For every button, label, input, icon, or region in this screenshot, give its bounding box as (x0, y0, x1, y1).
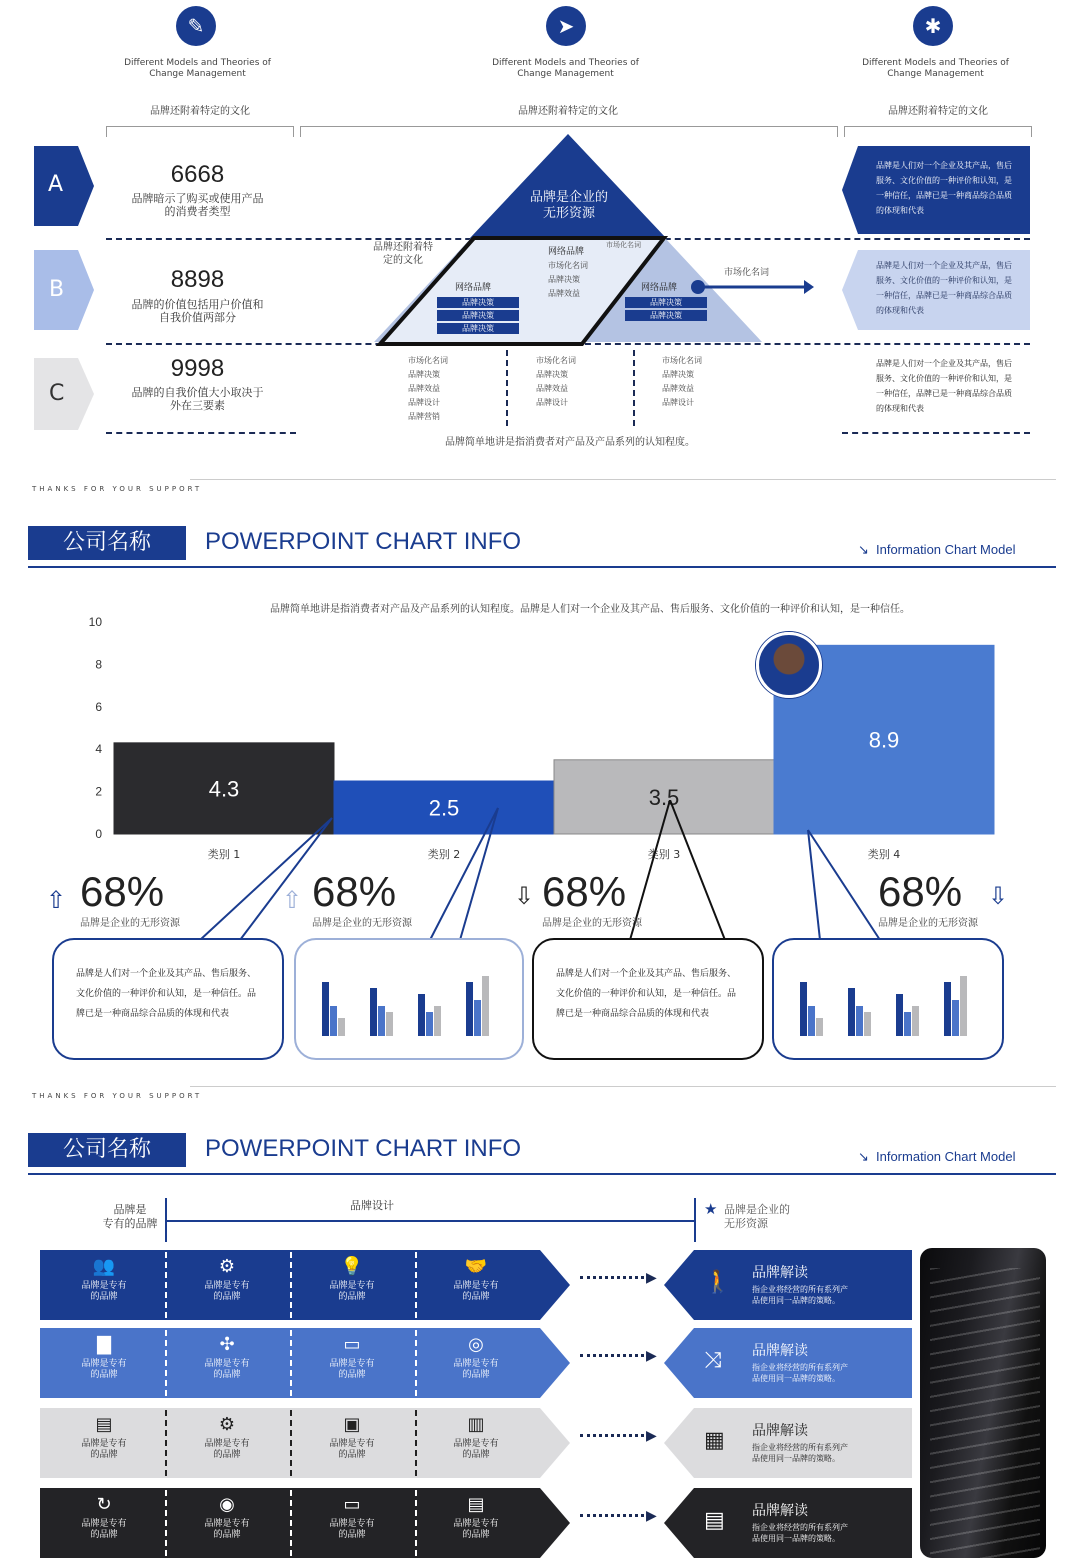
bracket-1 (106, 126, 294, 137)
dest-text: 指企业将经营的所有系列产 品使用同一品牌的策略。 (752, 1523, 848, 1543)
header-underline-2 (28, 1173, 1056, 1175)
bullet-item: 市场化名词 (536, 356, 576, 365)
bracket-3 (844, 126, 1032, 137)
shuffle-icon: ⤨ (704, 1348, 722, 1373)
flow-cell-label: 品牌是专有 的品牌 (329, 1359, 375, 1380)
flow-cell-label: 品牌是专有 的品牌 (81, 1359, 127, 1380)
flow-cell-label: 品牌是专有 的品牌 (453, 1359, 499, 1380)
row-tabs (34, 146, 96, 436)
bullet-list-2 (536, 354, 626, 410)
mini-bar (482, 976, 489, 1036)
mini-bar (896, 994, 903, 1036)
pct-1-sub: 品牌是企业的无形资源 (80, 918, 180, 929)
flow-row (0, 1328, 920, 1398)
arrow-down-icon: ⇩ (988, 882, 1009, 910)
tab-a-shape (34, 146, 94, 226)
col-sub-1: 品牌还附着特定的文化 (150, 106, 250, 117)
divider-1 (190, 479, 1056, 480)
handshake-icon: 🤝 (464, 1256, 488, 1277)
bar-chart-icon: ▇ (97, 1334, 111, 1355)
flow-cell-label: 品牌是专有 的品牌 (204, 1519, 250, 1540)
pct-3-sub: 品牌是企业的无形资源 (542, 918, 642, 929)
flow-row (0, 1250, 920, 1320)
flow-cell[interactable] (292, 1334, 412, 1381)
paper-plane-icon: ➤ (546, 6, 586, 46)
flow-cell[interactable] (416, 1494, 536, 1541)
mini-bar (474, 1000, 481, 1036)
header-title-2: POWERPOINT CHART INFO (205, 1135, 522, 1162)
flow-right-label: 品牌是企业的 无形资源 (724, 1203, 790, 1230)
bullet-item: 品牌决策 (536, 370, 568, 379)
thanks-text-2: THANKS FOR YOUR SUPPORT (32, 1092, 203, 1100)
mini-bar (816, 1018, 823, 1036)
flow-dots (580, 1354, 650, 1357)
pyramid-center-item: 市场化名词 (548, 261, 588, 270)
flow-cell[interactable] (416, 1414, 536, 1461)
flow-cell[interactable] (292, 1494, 412, 1541)
left-box-item: 品牌决策 (437, 310, 519, 321)
presentation-icon: ▤ (467, 1494, 485, 1515)
col-title-3: Different Models and Theories of Change Management (862, 58, 1009, 79)
flow-cell-label: 品牌是专有 的品牌 (453, 1439, 499, 1460)
row-letter-a: A (48, 172, 64, 197)
flow-row (0, 1488, 920, 1558)
row-letter-c: C (49, 381, 65, 406)
section-brand-pyramid (0, 0, 1079, 490)
flow-cell[interactable] (416, 1256, 536, 1303)
head-bulb-icon: 💡 (340, 1256, 364, 1277)
mini-bar (944, 982, 951, 1036)
bullet-item: 品牌设计 (536, 398, 568, 407)
refresh-gear-icon: ↻ (96, 1494, 112, 1515)
left-box-item: 品牌决策 (437, 297, 519, 308)
arrow-up-icon: ⇧ (46, 886, 67, 914)
right-box-title: 网络品牌 (641, 283, 678, 293)
pyramid-top-shape (470, 134, 666, 238)
bubble-text-2 (532, 938, 764, 1060)
mini-bar (848, 988, 855, 1036)
flow-cell[interactable] (167, 1256, 287, 1303)
flow-dots (580, 1434, 650, 1437)
y-tick-label: 10 (88, 615, 102, 629)
bullet-item: 品牌决策 (408, 370, 440, 379)
flow-cell[interactable] (292, 1414, 412, 1461)
mini-bar (960, 976, 967, 1036)
briefcase-icon: ▣ (343, 1414, 361, 1435)
person-icon: 🚶 (704, 1270, 732, 1295)
pyramid-top-text: 品牌是企业的 无形资源 (529, 190, 608, 221)
flow-row (0, 1408, 920, 1478)
col-sub-3: 品牌还附着特定的文化 (888, 106, 988, 117)
image-icon: ▦ (704, 1428, 725, 1453)
flow-cell[interactable] (167, 1334, 287, 1381)
mini-bar (378, 1006, 385, 1036)
thanks-text-1: THANKS FOR YOUR SUPPORT (32, 485, 203, 493)
header-underline-1 (28, 566, 1056, 568)
bullet-item: 品牌设计 (408, 398, 440, 407)
list-divider-1 (506, 350, 508, 426)
flow-cell-label: 品牌是专有 的品牌 (204, 1281, 250, 1302)
header-right-1: Information Chart Model (876, 542, 1016, 557)
company-tag-2: 公司名称 (28, 1133, 186, 1167)
network-icon: ✣ (219, 1334, 235, 1355)
pyramid-center-item: 网络品牌 (548, 247, 585, 257)
flow-left-label: 品牌是 专有的品牌 (102, 1203, 158, 1230)
mini-bar (418, 994, 425, 1036)
category-label: 类别 4 (867, 848, 901, 861)
bar-value-label: 4.3 (208, 776, 240, 802)
flow-cell[interactable] (292, 1256, 412, 1303)
dest-text: 指企业将经营的所有系列产 品使用同一品牌的策略。 (752, 1285, 848, 1305)
gears-icon: ⚙ (218, 1414, 236, 1435)
bubble-text-content: 品牌是人们对一个企业及其产品、售后服务、文化价值的一种评价和认知，是一种信任。品牌已是一种商品综合品质的体现和代表 (76, 969, 257, 1019)
flow-cell[interactable] (44, 1256, 164, 1303)
mini-bar (864, 1012, 871, 1036)
flow-dots (580, 1276, 650, 1279)
right-box-item: 品牌决策 (625, 310, 707, 321)
picture-icon: ▭ (343, 1334, 361, 1355)
right-box-3-text: 品牌是人们对一个企业及其产品，售后服务、文化价值的一种评价和认知，是一种信任，品牌已是一种商品综合品质的体现和代表 (876, 359, 1012, 413)
flow-cell-label: 品牌是专有 的品牌 (329, 1439, 375, 1460)
pyramid-arrow-dot (691, 280, 705, 294)
bar-value-label: 3.5 (648, 784, 680, 810)
bubble-text-1 (52, 938, 284, 1060)
mini-bar (386, 1012, 393, 1036)
dest-title: 品牌解读 (752, 1265, 808, 1281)
bullet-item: 品牌决策 (662, 370, 694, 379)
col-title-2: Different Models and Theories of Change Management (492, 58, 639, 79)
company-tag-1: 公司名称 (28, 526, 186, 560)
header-right-2: Information Chart Model (876, 1149, 1016, 1164)
pyramid-arrow-head (804, 280, 814, 294)
mini-bar (370, 988, 377, 1036)
pyramid-center-list (548, 245, 618, 301)
flow-dots (580, 1514, 650, 1517)
section1-footer: 品牌简单地讲是指消费者对产品及产品系列的认知程度。 (445, 437, 695, 448)
flow-timeline (165, 1220, 695, 1222)
left-box-title: 网络品牌 (455, 283, 492, 293)
y-tick-label: 6 (95, 699, 102, 714)
flow-cell-label: 品牌是专有 的品牌 (453, 1281, 499, 1302)
y-tick-label: 8 (95, 657, 102, 672)
star-icon: ★ (704, 1200, 718, 1218)
chat-icon: ✎ (176, 6, 216, 46)
mini-bar (434, 1006, 441, 1036)
pyramid-center-item: 品牌决策 (548, 275, 580, 284)
arrow-label: 市场化名词 (724, 268, 770, 278)
mini-bar (330, 1006, 337, 1036)
chart-caption: 品牌简单地讲是指消费者对产品及产品系列的认知程度。品牌是人们对一个企业及其产品、售后服务、文化价值的一种评价和认知，是一种信任。 (270, 604, 910, 615)
building-icon: ▥ (467, 1414, 485, 1435)
mini-bar-chart (788, 960, 988, 1050)
arrow-up-icon: ⇧ (282, 886, 303, 914)
pct-2-sub: 品牌是企业的无形资源 (312, 918, 412, 929)
y-tick-label: 4 (95, 742, 102, 757)
flow-cell-label: 品牌是专有 的品牌 (453, 1519, 499, 1540)
pyramid-center-tag: 市场化名词 (606, 241, 641, 249)
arrow-down-right-icon: ↘ (858, 1150, 869, 1165)
row-c-number: 9998 (170, 355, 225, 382)
flow-timeline-start (165, 1198, 167, 1242)
bullet-item: 品牌效益 (536, 384, 568, 393)
divider-2 (190, 1086, 1056, 1087)
bubble-minichart-1 (294, 938, 524, 1060)
pct-2: 68% (312, 868, 397, 915)
chart-board-icon: ▤ (95, 1414, 113, 1435)
arrow-down-right-icon: ↘ (858, 543, 869, 558)
group-icon: 👥 (92, 1256, 116, 1277)
mini-bar (426, 1012, 433, 1036)
avatar (756, 632, 822, 698)
mini-bar (912, 1006, 919, 1036)
building-photo (920, 1248, 1046, 1558)
pyramid-center-item: 品牌效益 (548, 289, 580, 298)
bullet-item: 市场化名词 (408, 356, 448, 365)
mini-bar (952, 1000, 959, 1036)
separator-3-left (106, 432, 296, 434)
mini-bar (800, 982, 807, 1036)
row-b-desc: 品牌的价值包括用户价值和 自我价值两部分 (131, 298, 264, 324)
flow-cell-label: 品牌是专有 的品牌 (204, 1359, 250, 1380)
row-a-desc: 品牌暗示了购买或使用产品 的消费者类型 (131, 192, 264, 218)
category-label: 类别 2 (427, 848, 461, 861)
col-title-1: Different Models and Theories of Change Management (124, 58, 271, 79)
left-box-item: 品牌决策 (437, 323, 519, 334)
mini-bar (322, 982, 329, 1036)
dest-text: 指企业将经营的所有系列产 品使用同一品牌的策略。 (752, 1363, 848, 1383)
flow-cell-label: 品牌是专有 的品牌 (81, 1281, 127, 1302)
target-icon: ◉ (219, 1494, 235, 1515)
building-stripes (930, 1268, 1040, 1558)
flow-mid-label: 品牌设计 (350, 1199, 394, 1212)
right-box-item: 品牌决策 (625, 297, 707, 308)
mini-bar (338, 1018, 345, 1036)
dest-title: 品牌解读 (752, 1503, 808, 1519)
category-label: 类别 3 (647, 848, 681, 861)
mini-bar (856, 1006, 863, 1036)
dest-title: 品牌解读 (752, 1343, 808, 1359)
bullet-item: 品牌营销 (408, 412, 440, 421)
arrow-down-icon: ⇩ (514, 882, 535, 910)
user-gear-icon: ⚙ (218, 1256, 236, 1277)
row-letter-b: B (49, 277, 65, 302)
right-box-2-text: 品牌是人们对一个企业及其产品，售后服务、文化价值的一种评价和认知，是一种信任，品牌已是一种商品综合品质的体现和代表 (876, 261, 1012, 315)
flow-cell[interactable] (167, 1494, 287, 1541)
pct-4: 68% (878, 868, 963, 915)
pyramid-left-label: 品牌还附着特 定的文化 (373, 242, 433, 266)
left-box (437, 297, 519, 334)
flow-arrow-head: ▶ (646, 1428, 657, 1444)
flow-arrow-head: ▶ (646, 1270, 657, 1286)
header-title-1: POWERPOINT CHART INFO (205, 528, 522, 555)
row-b-number: 8898 (170, 266, 225, 293)
monitor-icon: ▭ (343, 1494, 361, 1515)
flow-timeline-end (694, 1198, 696, 1242)
pct-3: 68% (542, 868, 627, 915)
bullet-item: 品牌设计 (662, 398, 694, 407)
bullet-item: 品牌效益 (662, 384, 694, 393)
mini-bar (904, 1012, 911, 1036)
bullet-item: 品牌效益 (408, 384, 440, 393)
flow-cell-label: 品牌是专有 的品牌 (329, 1519, 375, 1540)
dest-text: 指企业将经营的所有系列产 品使用同一品牌的策略。 (752, 1443, 848, 1463)
flow-cell[interactable] (416, 1334, 536, 1381)
mini-bar (466, 982, 473, 1036)
bubble-minichart-2 (772, 938, 1004, 1060)
target-user-icon: ◎ (468, 1334, 484, 1355)
flow-cell[interactable] (44, 1494, 164, 1541)
row-c-desc: 品牌的自我价值大小取决于 外在三要素 (131, 386, 264, 412)
pct-4-sub: 品牌是企业的无形资源 (878, 918, 978, 929)
mini-bar-chart (310, 960, 510, 1050)
flow-cell[interactable] (167, 1414, 287, 1461)
pct-1: 68% (80, 868, 165, 915)
right-box-1-text: 品牌是人们对一个企业及其产品，售后服务、文化价值的一种评价和认知，是一种信任，品牌已是一种商品综合品质的体现和代表 (876, 161, 1012, 215)
row-a-number: 6668 (170, 161, 225, 188)
bullet-list-1 (408, 354, 498, 424)
y-tick-label: 0 (95, 827, 102, 841)
flow-arrow-head: ▶ (646, 1508, 657, 1524)
flow-cell[interactable] (44, 1334, 164, 1381)
bar-value-label: 8.9 (868, 727, 900, 753)
bubble-text-content: 品牌是人们对一个企业及其产品、售后服务、文化价值的一种评价和认知，是一种信任。品牌已是一种商品综合品质的体现和代表 (556, 969, 737, 1019)
flow-cell-label: 品牌是专有 的品牌 (81, 1519, 127, 1540)
bullet-item: 市场化名词 (662, 356, 702, 365)
flow-cell-label: 品牌是专有 的品牌 (204, 1439, 250, 1460)
dest-title: 品牌解读 (752, 1423, 808, 1439)
list-divider-2 (633, 350, 635, 426)
bullet-list-3 (662, 354, 752, 410)
y-tick-label: 2 (95, 784, 102, 799)
flow-cell[interactable] (44, 1414, 164, 1461)
col-sub-2: 品牌还附着特定的文化 (518, 106, 618, 117)
mini-bar (808, 1006, 815, 1036)
bar-value-label: 2.5 (428, 795, 460, 821)
asterisk-icon: ✱ (913, 6, 953, 46)
flow-arrow-head: ▶ (646, 1348, 657, 1364)
document-icon: ▤ (704, 1508, 725, 1533)
right-box (625, 297, 707, 321)
category-label: 类别 1 (207, 848, 241, 861)
flow-cell-label: 品牌是专有 的品牌 (81, 1439, 127, 1460)
flow-cell-label: 品牌是专有 的品牌 (329, 1281, 375, 1302)
